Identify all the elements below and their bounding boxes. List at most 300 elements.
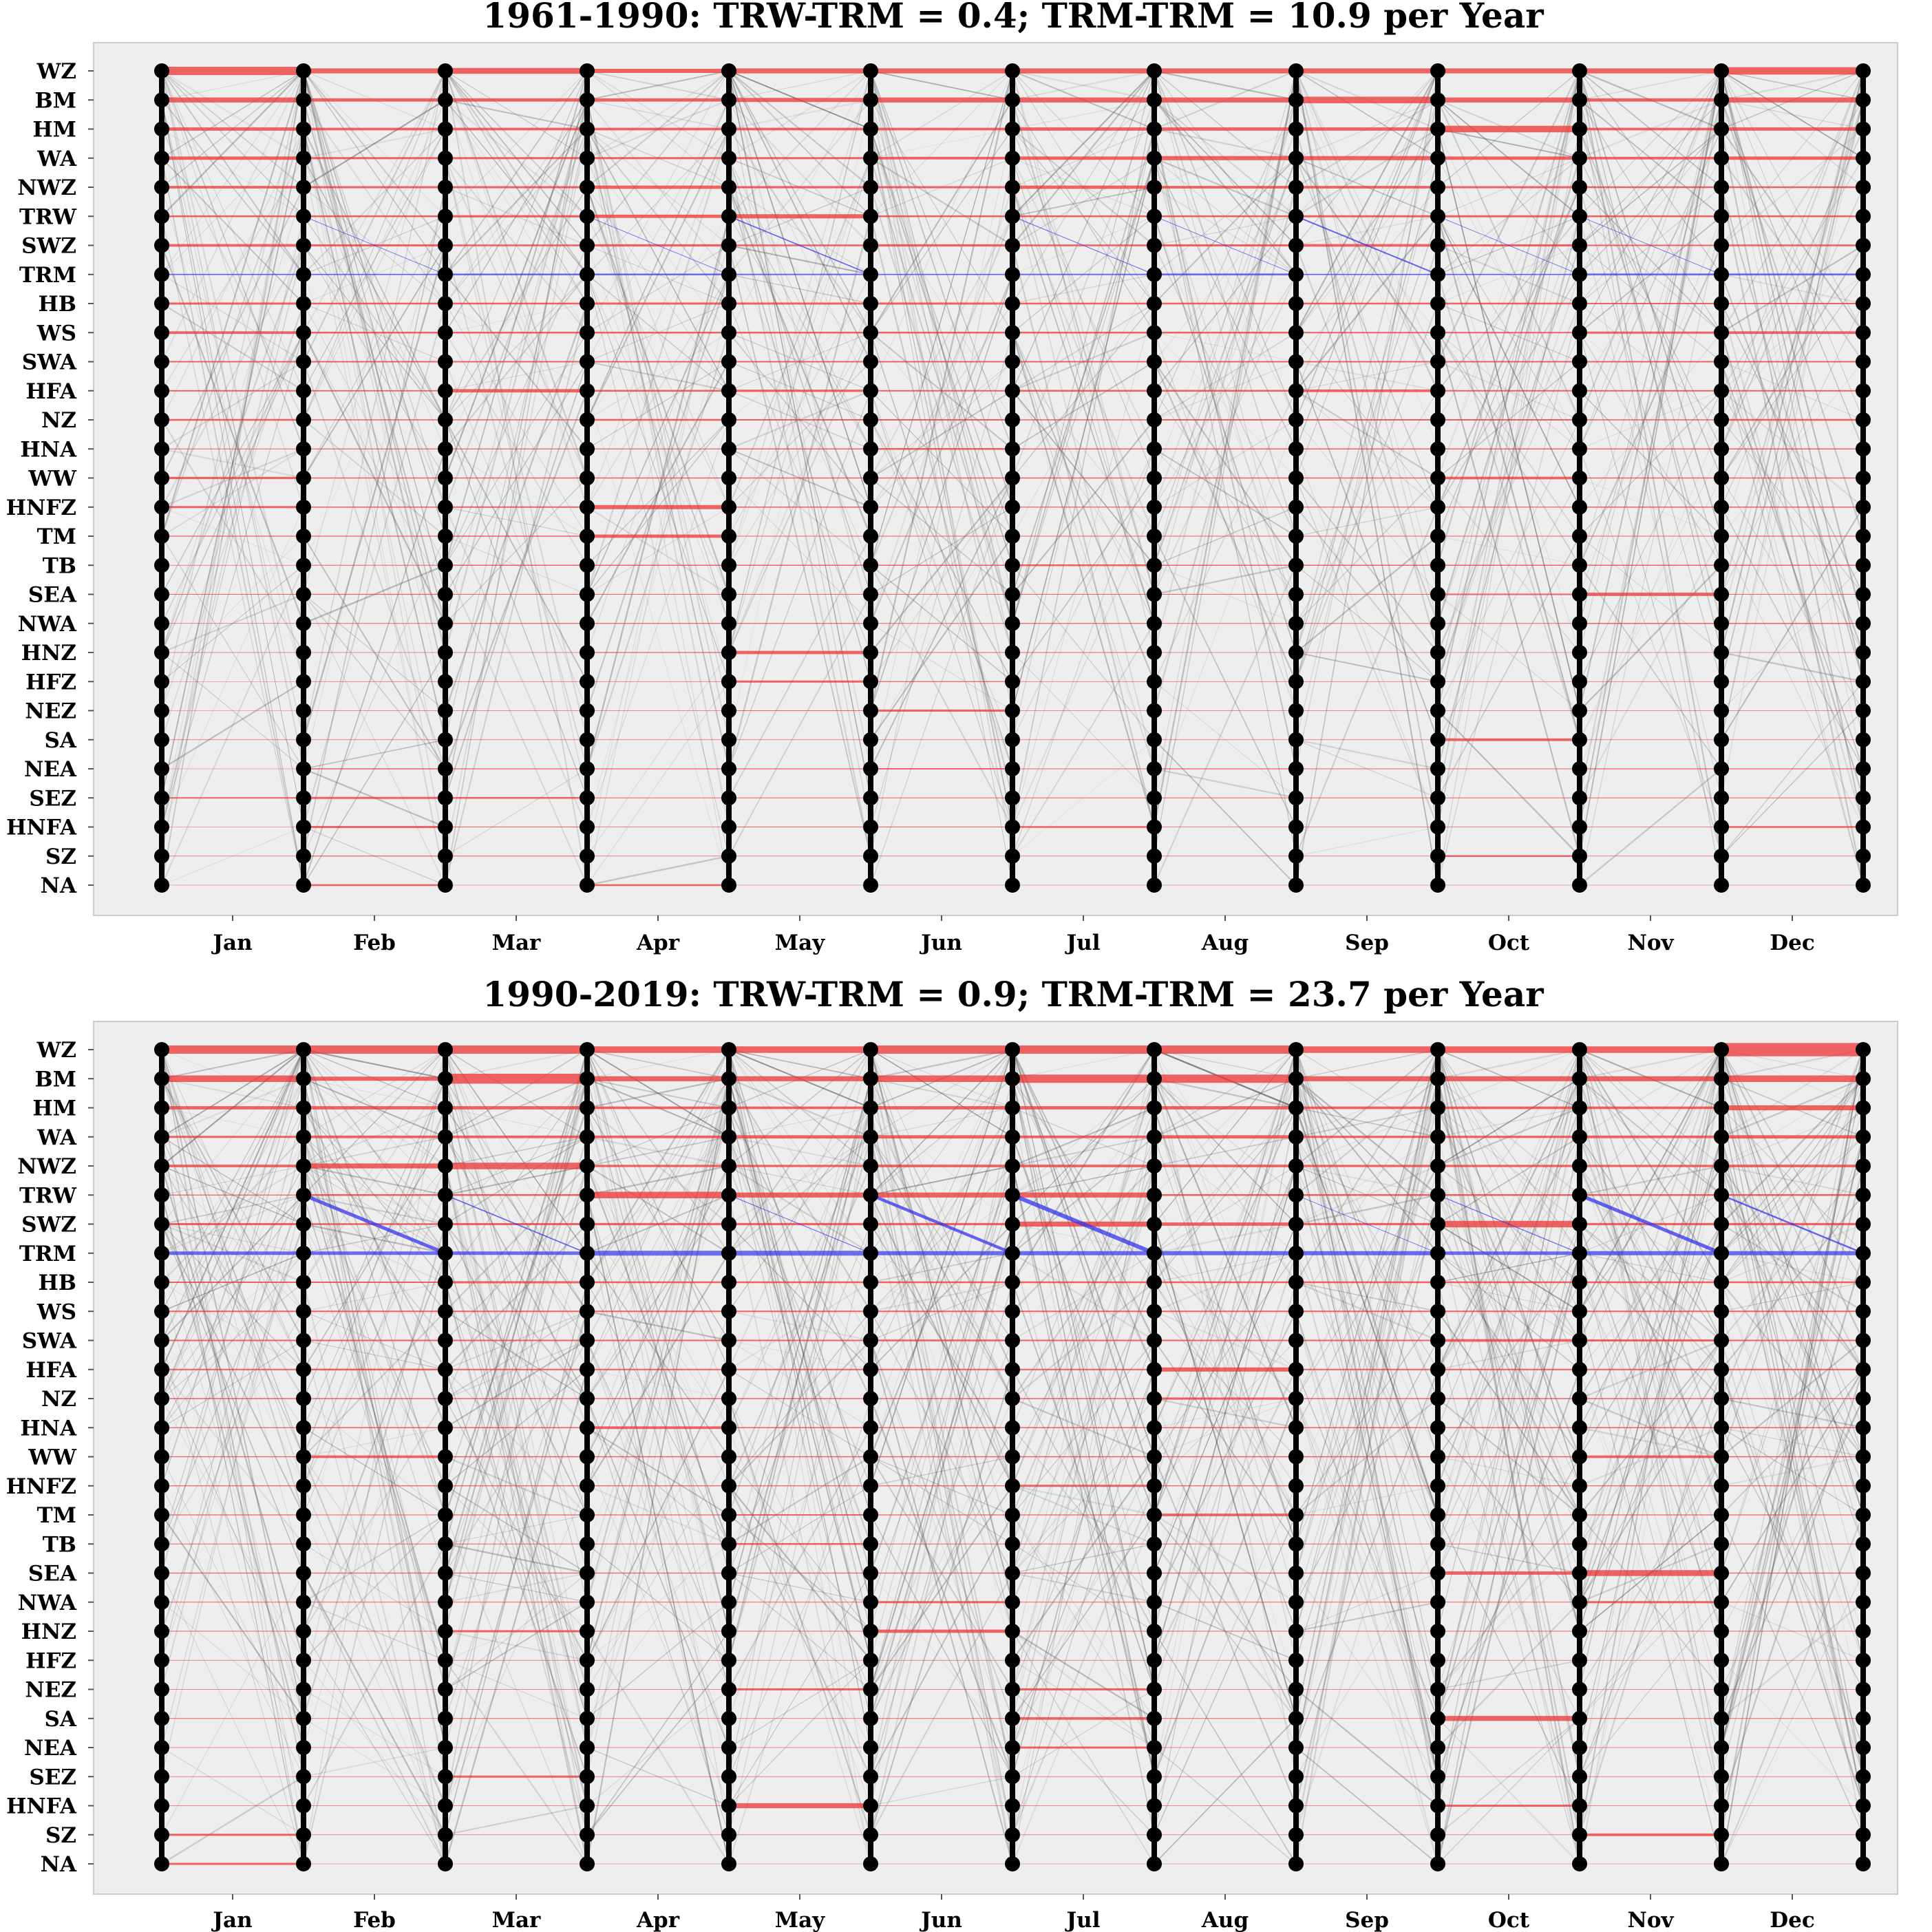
node-point [438, 1566, 453, 1581]
x-tick-label: Mar [491, 931, 541, 955]
node-point [1430, 471, 1445, 486]
x-tick-label: Jul [1066, 931, 1101, 955]
node-point [863, 267, 878, 282]
y-tick-label: HM [32, 117, 76, 142]
node-point [863, 151, 878, 166]
node-point [1430, 1187, 1445, 1202]
y-tick-label: NEZ [25, 1677, 76, 1703]
node-point [1005, 1624, 1020, 1639]
node-point [1572, 180, 1587, 195]
node-point [1572, 1129, 1587, 1145]
node-point [296, 1856, 311, 1871]
node-point [154, 616, 169, 631]
node-point [1005, 529, 1020, 544]
node-point [154, 529, 169, 544]
node-point [863, 383, 878, 399]
x-tick-label: Sep [1345, 1908, 1389, 1932]
node-point [1430, 325, 1445, 340]
node-point [1005, 1682, 1020, 1697]
node-point [580, 412, 595, 427]
node-point [296, 732, 311, 747]
node-point [863, 849, 878, 864]
node-point [1147, 1420, 1162, 1435]
node-point [1714, 616, 1729, 631]
y-tick-label: HNFZ [6, 495, 76, 520]
node-point [1005, 1246, 1020, 1261]
node-point [721, 616, 736, 631]
node-point [1572, 1478, 1587, 1494]
node-point [1147, 1478, 1162, 1494]
node-point [1856, 587, 1871, 602]
node-point [1856, 296, 1871, 311]
node-point [154, 1682, 169, 1697]
node-point [1005, 703, 1020, 719]
node-point [863, 209, 878, 224]
node-point [1572, 1711, 1587, 1726]
node-point [1147, 1042, 1162, 1057]
node-point [1856, 1101, 1871, 1116]
node-point [1005, 383, 1020, 399]
node-point [296, 1420, 311, 1435]
node-point [1288, 1856, 1304, 1871]
node-point [154, 1304, 169, 1319]
node-point [1288, 1624, 1304, 1639]
node-point [1147, 820, 1162, 835]
node-point [296, 674, 311, 689]
node-point [1147, 1769, 1162, 1784]
node-point [1430, 296, 1445, 311]
y-tick-label: WZ [36, 1038, 76, 1063]
node-point [1430, 383, 1445, 399]
node-point [580, 267, 595, 282]
node-point [721, 63, 736, 78]
node-point [1430, 412, 1445, 427]
node-point [1288, 1158, 1304, 1174]
node-point [1572, 645, 1587, 660]
node-point [438, 1158, 453, 1174]
node-point [1005, 1362, 1020, 1377]
node-point [580, 1798, 595, 1814]
node-point [1147, 587, 1162, 602]
node-point [1430, 1536, 1445, 1551]
node-point [154, 180, 169, 195]
x-tick-label: Feb [353, 1908, 396, 1932]
node-point [1147, 1071, 1162, 1086]
node-point [154, 1478, 169, 1494]
node-point [1856, 790, 1871, 805]
node-point [1147, 209, 1162, 224]
x-tick-label: Sep [1345, 931, 1389, 955]
node-point [580, 587, 595, 602]
node-point [863, 1536, 878, 1551]
node-point [1430, 354, 1445, 370]
node-point [1572, 1827, 1587, 1843]
node-point [438, 1856, 453, 1871]
node-point [438, 1304, 453, 1319]
node-point [154, 1740, 169, 1755]
node-point [438, 761, 453, 776]
node-point [296, 1187, 311, 1202]
node-point [154, 1856, 169, 1871]
node-point [1288, 441, 1304, 456]
node-point [154, 412, 169, 427]
y-axis-labels [6, 59, 94, 898]
y-tick-label: SZ [45, 1823, 76, 1848]
y-tick-label: HNZ [21, 1620, 76, 1644]
node-point [438, 1391, 453, 1406]
node-point [580, 1478, 595, 1494]
y-tick-label: NWZ [17, 1154, 76, 1179]
node-point [1430, 92, 1445, 107]
node-point [1147, 471, 1162, 486]
node-point [1288, 238, 1304, 253]
node-point [296, 238, 311, 253]
node-point [1147, 1129, 1162, 1145]
node-point [1147, 354, 1162, 370]
node-point [721, 1217, 736, 1232]
y-tick-label: SWZ [21, 233, 76, 259]
node-point [1856, 1217, 1871, 1232]
node-point [438, 1827, 453, 1843]
node-point [1430, 587, 1445, 602]
node-point [1005, 761, 1020, 776]
node-point [1147, 1450, 1162, 1465]
node-point [580, 1711, 595, 1726]
node-point [296, 790, 311, 805]
x-tick-label: Jun [921, 1908, 962, 1932]
node-point [863, 1042, 878, 1057]
node-point [1572, 1856, 1587, 1871]
node-point [863, 732, 878, 747]
node-point [1430, 674, 1445, 689]
node-point [1430, 820, 1445, 835]
node-point [1288, 761, 1304, 776]
node-point [1005, 1042, 1020, 1057]
node-point [1147, 151, 1162, 166]
node-point [1430, 1827, 1445, 1843]
chart-title-2: 1990-2019: TRW-TRM = 0.9; TRM-TRM = 23.7 per Year [482, 974, 1544, 1015]
node-point [154, 761, 169, 776]
node-point [1147, 63, 1162, 78]
node-point [154, 383, 169, 399]
node-point [438, 267, 453, 282]
y-tick-label: SEZ [29, 786, 76, 811]
node-point [863, 92, 878, 107]
x-tick-label: Jul [1066, 1908, 1101, 1932]
node-point [1714, 1653, 1729, 1668]
node-point [1572, 500, 1587, 515]
node-point [1714, 267, 1729, 282]
node-point [154, 790, 169, 805]
node-point [1430, 500, 1445, 515]
y-tick-label: TM [36, 524, 76, 549]
node-point [154, 238, 169, 253]
node-point [1714, 1507, 1729, 1522]
node-point [1572, 1653, 1587, 1668]
node-point [438, 412, 453, 427]
node-point [721, 1042, 736, 1057]
node-point [296, 1798, 311, 1814]
node-point [1005, 1333, 1020, 1348]
node-point [154, 645, 169, 660]
node-point [863, 558, 878, 573]
node-point [154, 820, 169, 835]
node-point [1714, 1042, 1729, 1057]
node-point [1572, 209, 1587, 224]
chart-panel-1990-2019 [6, 974, 1898, 1932]
node-point [154, 1711, 169, 1726]
node-point [1430, 878, 1445, 893]
node-point [296, 1536, 311, 1551]
node-point [1005, 790, 1020, 805]
node-point [438, 151, 453, 166]
node-point [1856, 1042, 1871, 1057]
node-point [1572, 1391, 1587, 1406]
node-point [154, 151, 169, 166]
node-point [580, 441, 595, 456]
node-point [721, 849, 736, 864]
node-point [863, 1478, 878, 1494]
node-point [1288, 1042, 1304, 1057]
node-point [154, 122, 169, 137]
node-point [863, 1450, 878, 1465]
node-point [296, 92, 311, 107]
node-point [721, 1566, 736, 1581]
node-point [863, 180, 878, 195]
node-point [1572, 1158, 1587, 1174]
node-point [1005, 1536, 1020, 1551]
node-point [1005, 325, 1020, 340]
node-point [863, 63, 878, 78]
node-point [1714, 1217, 1729, 1232]
node-point [1005, 1740, 1020, 1755]
node-point [1572, 1595, 1587, 1610]
node-point [438, 1682, 453, 1697]
node-point [438, 354, 453, 370]
node-point [580, 703, 595, 719]
node-point [1288, 616, 1304, 631]
y-tick-label: SEZ [29, 1765, 76, 1790]
node-point [863, 587, 878, 602]
node-point [1572, 616, 1587, 631]
node-point [154, 92, 169, 107]
node-point [1856, 1246, 1871, 1261]
node-point [1147, 1711, 1162, 1726]
node-point [1572, 1798, 1587, 1814]
x-tick-label: Apr [636, 1908, 680, 1932]
node-point [1714, 587, 1729, 602]
node-point [296, 412, 311, 427]
node-point [1572, 1217, 1587, 1232]
node-point [1430, 1217, 1445, 1232]
node-point [580, 1246, 595, 1261]
node-point [1147, 1827, 1162, 1843]
node-point [1572, 878, 1587, 893]
node-point [1147, 674, 1162, 689]
node-point [438, 790, 453, 805]
node-point [438, 587, 453, 602]
node-point [1856, 1769, 1871, 1784]
node-point [1288, 732, 1304, 747]
node-point [1430, 1856, 1445, 1871]
y-tick-label: TM [36, 1503, 76, 1528]
node-point [1147, 1653, 1162, 1668]
node-point [721, 354, 736, 370]
node-point [1430, 238, 1445, 253]
node-point [296, 1566, 311, 1581]
node-point [580, 1827, 595, 1843]
node-point [1714, 529, 1729, 544]
node-point [1856, 1420, 1871, 1435]
node-point [438, 849, 453, 864]
chart-panel-1961-1990 [6, 0, 1898, 955]
node-point [1714, 1071, 1729, 1086]
node-point [721, 878, 736, 893]
node-point [721, 92, 736, 107]
node-point [1005, 878, 1020, 893]
node-point [580, 732, 595, 747]
node-point [296, 849, 311, 864]
node-point [154, 674, 169, 689]
node-point [296, 1450, 311, 1465]
node-point [154, 1158, 169, 1174]
node-point [1288, 674, 1304, 689]
node-point [580, 383, 595, 399]
y-tick-label: WA [37, 146, 76, 171]
node-point [154, 1187, 169, 1202]
node-point [1147, 383, 1162, 399]
node-point [1856, 1740, 1871, 1755]
node-point [580, 1507, 595, 1522]
node-point [1005, 500, 1020, 515]
node-point [1714, 1740, 1729, 1755]
node-point [863, 441, 878, 456]
node-point [1572, 790, 1587, 805]
y-tick-label: TRM [19, 262, 76, 288]
node-point [863, 122, 878, 137]
node-point [296, 1129, 311, 1145]
node-point [863, 500, 878, 515]
node-point [1856, 1595, 1871, 1610]
node-point [438, 1420, 453, 1435]
node-point [154, 1420, 169, 1435]
x-tick-label: Dec [1770, 1908, 1815, 1932]
node-point [1288, 122, 1304, 137]
node-point [1005, 1769, 1020, 1784]
node-point [580, 1362, 595, 1377]
node-point [1572, 325, 1587, 340]
y-tick-label: HFA [25, 1357, 76, 1383]
node-point [1288, 1827, 1304, 1843]
node-point [1005, 180, 1020, 195]
node-point [154, 1362, 169, 1377]
node-point [721, 1071, 736, 1086]
node-point [1714, 1856, 1729, 1871]
node-point [296, 1624, 311, 1639]
node-point [154, 354, 169, 370]
node-point [1572, 267, 1587, 282]
node-point [438, 1624, 453, 1639]
node-point [580, 1158, 595, 1174]
node-point [580, 529, 595, 544]
node-point [438, 383, 453, 399]
node-point [154, 878, 169, 893]
y-tick-label: NZ [41, 1387, 76, 1412]
node-point [1714, 1478, 1729, 1494]
node-point [1147, 238, 1162, 253]
node-point [721, 383, 736, 399]
node-point [721, 1595, 736, 1610]
node-point [438, 1740, 453, 1755]
node-point [296, 325, 311, 340]
node-point [154, 471, 169, 486]
node-point [863, 703, 878, 719]
y-tick-label: SWA [21, 1328, 76, 1354]
node-point [296, 1275, 311, 1290]
node-point [1147, 1217, 1162, 1232]
node-point [296, 878, 311, 893]
node-point [863, 1158, 878, 1174]
node-point [580, 1624, 595, 1639]
node-point [1856, 1624, 1871, 1639]
node-point [1430, 790, 1445, 805]
node-point [296, 63, 311, 78]
node-point [721, 267, 736, 282]
node-point [1005, 1711, 1020, 1726]
node-point [863, 1711, 878, 1726]
node-point [721, 500, 736, 515]
node-point [1147, 849, 1162, 864]
node-point [1288, 267, 1304, 282]
node-point [438, 1798, 453, 1814]
node-point [1430, 558, 1445, 573]
node-point [438, 674, 453, 689]
node-point [296, 587, 311, 602]
node-point [438, 1711, 453, 1726]
node-point [1856, 1071, 1871, 1086]
node-point [863, 325, 878, 340]
node-point [1288, 63, 1304, 78]
x-tick-label: Apr [636, 931, 680, 955]
y-tick-label: TB [42, 1532, 76, 1558]
node-point [1288, 325, 1304, 340]
node-point [1856, 1158, 1871, 1174]
node-point [863, 1333, 878, 1348]
node-point [1572, 1624, 1587, 1639]
node-point [1714, 1158, 1729, 1174]
node-point [296, 1101, 311, 1116]
node-point [721, 1769, 736, 1784]
node-point [1430, 1042, 1445, 1057]
node-point [1856, 441, 1871, 456]
node-point [1856, 1304, 1871, 1319]
x-tick-label: Nov [1627, 1908, 1674, 1932]
node-point [154, 1333, 169, 1348]
node-point [296, 1391, 311, 1406]
y-tick-label: NEZ [25, 699, 76, 724]
node-point [1147, 703, 1162, 719]
node-point [1714, 1624, 1729, 1639]
y-tick-label: NEA [23, 1736, 76, 1761]
node-point [1005, 1101, 1020, 1116]
node-point [1572, 1682, 1587, 1697]
node-point [1856, 616, 1871, 631]
node-point [1147, 1246, 1162, 1261]
node-point [296, 500, 311, 515]
x-tick-label: Dec [1770, 931, 1815, 955]
y-tick-label: SZ [45, 844, 76, 869]
node-point [580, 1653, 595, 1668]
